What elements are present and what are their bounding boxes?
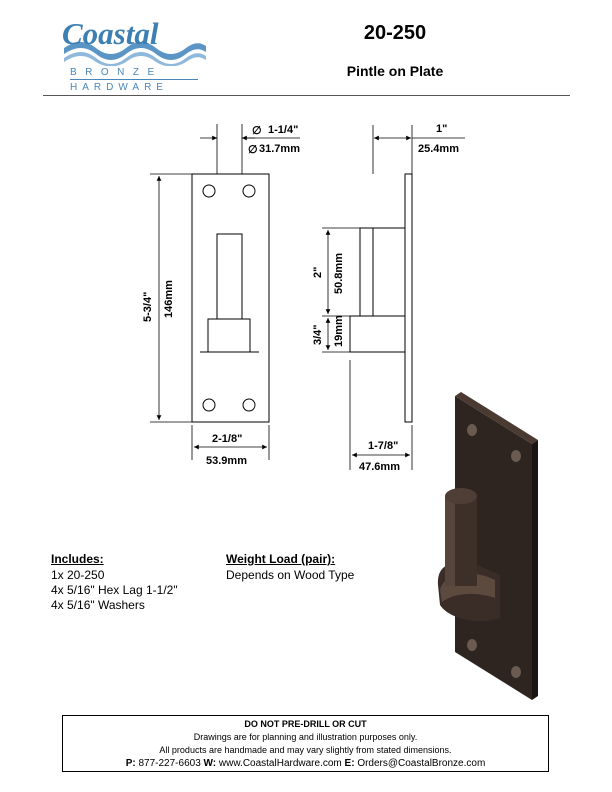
mount-hole	[243, 185, 255, 197]
phone-label: P:	[125, 758, 136, 769]
plate-width-mm: 53.9mm	[206, 455, 247, 467]
pin-diameter-mm: 31.7mm	[259, 143, 300, 155]
includes-title: Includes:	[51, 552, 104, 566]
front-view	[192, 174, 269, 422]
plate-thickness-mm: 25.4mm	[418, 143, 459, 155]
base-height-mm: 19mm	[333, 315, 345, 347]
website-link[interactable]: www.CoastalHardware.com	[218, 758, 342, 769]
base-side	[350, 316, 405, 352]
pin-height-in: 2"	[312, 266, 324, 278]
diameter-symbol: ∅	[252, 125, 262, 137]
email-link[interactable]: Orders@CoastalBronze.com	[357, 758, 486, 769]
side-view	[350, 174, 412, 422]
part-number: 20-250	[363, 22, 427, 44]
footer-disclaimer-2: All products are handmade and may vary slightly from stated dimensions.	[159, 745, 452, 755]
web-label: W:	[203, 758, 217, 769]
base-outline	[208, 319, 250, 352]
mount-hole	[203, 185, 215, 197]
plate-edge	[405, 174, 412, 422]
diameter-symbol: ∅	[248, 144, 258, 156]
pin-side	[360, 228, 405, 316]
plate-height-in: 5-3/4"	[142, 291, 154, 322]
product-render	[438, 392, 538, 700]
footer-warning: DO NOT PRE-DRILL OR CUT	[244, 719, 367, 729]
logo-wordmark: Coastal	[62, 16, 159, 51]
mount-hole	[243, 399, 255, 411]
projection-in: 1-7/8"	[368, 440, 399, 452]
phone-number[interactable]: 877-227-6603	[138, 758, 201, 769]
weight-title: Weight Load (pair):	[226, 552, 336, 566]
pin-height-mm: 50.8mm	[333, 253, 345, 294]
pin-diameter-in: 1-1/4"	[268, 124, 299, 136]
email-label: E:	[344, 758, 355, 769]
footer-contact	[63, 757, 548, 770]
footer-disclaimer-1: Drawings are for planning and illustration purposes only.	[193, 732, 418, 742]
part-name: Pintle on Plate	[346, 63, 444, 79]
list-item: 1x 20-250	[51, 568, 105, 582]
plate-width-in: 2-1/8"	[212, 433, 243, 445]
mount-hole	[203, 399, 215, 411]
plate-outline	[192, 174, 269, 422]
plate-height-mm: 146mm	[163, 280, 175, 318]
plate-thickness-in: 1"	[436, 123, 448, 135]
logo-bronze-text: BRONZE	[70, 67, 163, 78]
list-item: 4x 5/16" Hex Lag 1-1/2"	[51, 583, 178, 597]
weight-value: Depends on Wood Type	[226, 568, 355, 582]
base-height-in: 3/4"	[312, 324, 324, 345]
logo-hardware-text: HARDWARE	[70, 82, 168, 93]
list-item: 4x 5/16" Washers	[51, 598, 145, 612]
footer-notice	[62, 715, 549, 772]
projection-mm: 47.6mm	[359, 461, 400, 473]
pin-outline	[217, 234, 242, 319]
